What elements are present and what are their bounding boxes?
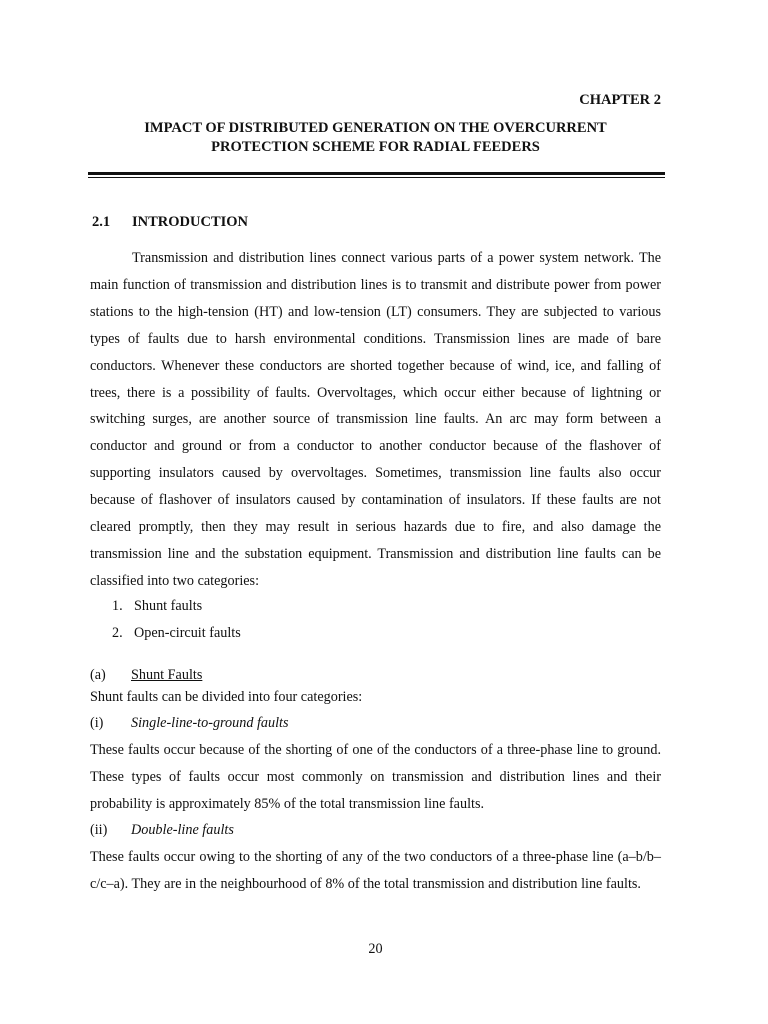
chapter-title-line-1: IMPACT OF DISTRIBUTED GENERATION ON THE OVERCURRENT (144, 120, 607, 136)
title-rule-thick (88, 172, 665, 175)
list-item (112, 625, 241, 642)
chapter-title-line-2: PROTECTION SCHEME FOR RADIAL FEEDERS (211, 139, 540, 155)
double-line-paragraph: These faults occur owing to the shorting of any of the two conductors of a three-phase line (a–b/b–c/c–a). They are in the neighbourhood of 8% of the total transmission and distribution line faults. (90, 849, 661, 892)
list-item-number: 1. (112, 598, 123, 614)
section-number: 2.1 (92, 214, 111, 230)
single-line-paragraph: These faults occur because of the shorting of one of the conductors of a three-phase line to ground. These types of faults occur most commonly on transmission and distribution lines and their probability is approximately 85% of the total transmission line faults. (90, 742, 661, 812)
subsection-title: Shunt Faults (131, 667, 203, 683)
title-rule-thin (88, 177, 665, 178)
subsection-marker: (a) (90, 667, 106, 683)
section-title: INTRODUCTION (132, 214, 249, 230)
subsection-title: Double-line faults (131, 822, 234, 838)
single-line-heading (90, 715, 289, 732)
list-item (112, 598, 202, 615)
section-heading (92, 214, 248, 231)
shunt-faults-intro: Shunt faults can be divided into four categories: (90, 689, 363, 705)
list-item-label: Shunt faults (134, 598, 203, 614)
list-item-label: Open-circuit faults (134, 625, 241, 641)
chapter-label: CHAPTER 2 (579, 92, 661, 108)
chapter-title (90, 119, 661, 157)
subsection-marker: (ii) (90, 822, 108, 838)
subsection-marker: (i) (90, 715, 104, 731)
subsection-title: Single-line-to-ground faults (131, 715, 289, 731)
page-number: 20 (368, 941, 383, 957)
intro-paragraph: Transmission and distribution lines connect various parts of a power system network. The main function of transmission and distribution lines is to transmit and distribute power from power stations to the high-tension (HT) and low-tension (LT) consumers. They are subjected to various types of faults due to harsh environmental conditions. Transmission lines are made of bare conductors. Whenever these conductors are shorted together because of wind, ice, and falling of trees, there is a possibility of faults. Overvoltages, which occur either because of lightning or switching surges, are another source of transmission line faults. An arc may form between a conductor and ground or from a conductor to another conductor because of the flashover of supporting insulators caused by overvoltages. Sometimes, transmission line faults also occur because of flashover of insulators caused by contamination of insulators. If these faults are not cleared promptly, then they may result in serious hazards due to fire, and also damage the transmission line and the substation equipment. Transmission and distribution line faults can be classified into two categories: (90, 250, 661, 589)
shunt-faults-heading (90, 667, 202, 684)
document-page (90, 0, 661, 1024)
double-line-heading (90, 822, 234, 839)
list-item-number: 2. (112, 625, 123, 641)
